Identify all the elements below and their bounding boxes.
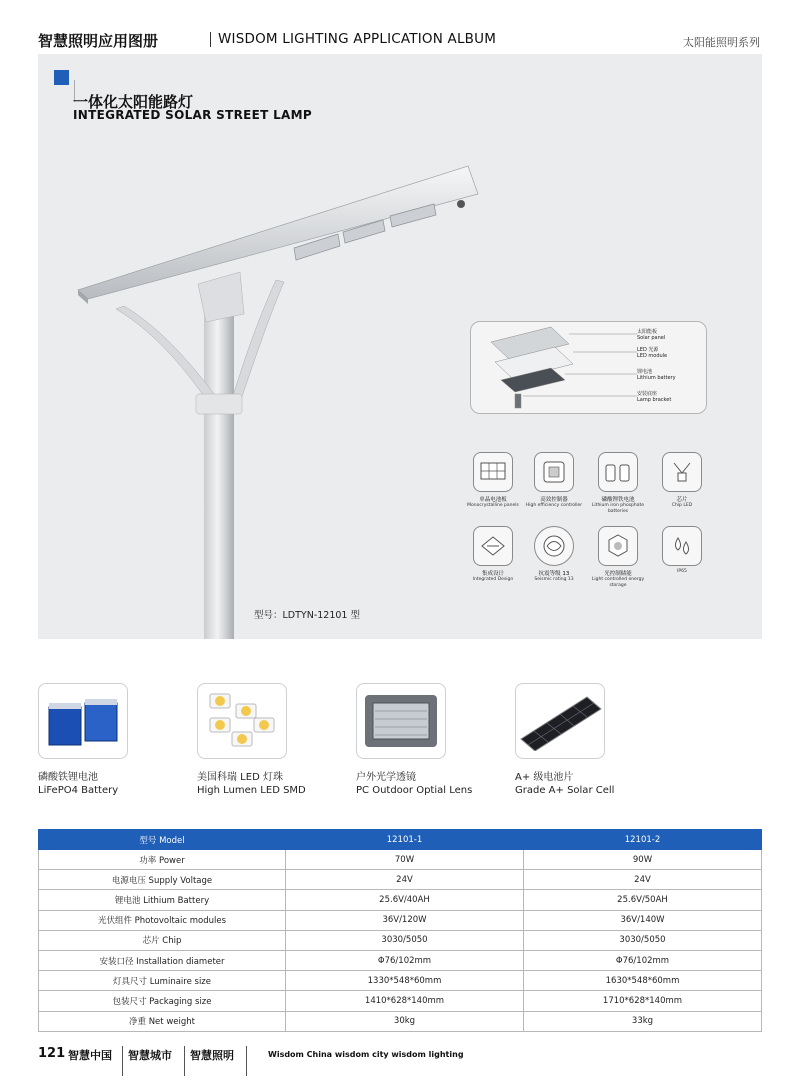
feature-monocrystalline: 单晶电池板 Monocrystalline panels [464, 452, 522, 509]
solar-panel-icon [473, 452, 513, 492]
component-led: 美国科瑞 LED 灯珠 High Lumen LED SMD [197, 683, 327, 796]
header-model: 型号 Model [39, 830, 286, 850]
footer-brand-2: 智慧城市 [128, 1049, 172, 1062]
footer-slogan: Wisdom China wisdom city wisdom lighting [268, 1050, 464, 1059]
exploded-label: 安装底座 Lamp bracket [637, 391, 672, 403]
feature-energy-storage: 光控制储能 Light controlled energy storage [589, 526, 647, 588]
battery-image [38, 683, 128, 759]
footer-divider [246, 1046, 247, 1076]
controller-icon [534, 452, 574, 492]
footer-divider [122, 1046, 123, 1076]
footer-brand-1: 智慧中国 [68, 1049, 112, 1062]
exploded-diagram [470, 321, 707, 414]
exploded-label: LED 光源 LED module [637, 347, 668, 359]
component-battery: 磷酸铁锂电池 LiFePO4 Battery [38, 683, 168, 796]
page-footer [38, 1046, 762, 1066]
header-divider [210, 32, 211, 47]
table-row: 功率 Power 70W 90W [39, 850, 762, 870]
series-label: 太阳能照明系列 [683, 36, 760, 49]
table-row: 电源电压 Supply Voltage 24V 24V [39, 870, 762, 890]
integrated-design-icon [473, 526, 513, 566]
table-row: 安装口径 Installation diameter Φ76/102mm Φ76/102mm [39, 950, 762, 970]
footer-brand-3: 智慧照明 [190, 1049, 234, 1062]
page-header [38, 30, 762, 52]
energy-storage-icon [598, 526, 638, 566]
water-drop-icon [662, 526, 702, 566]
led-smd-image [197, 683, 287, 759]
album-title-cn: 智慧照明应用图册 [38, 32, 159, 50]
album-title-en: WISDOM LIGHTING APPLICATION ALBUM [218, 31, 497, 47]
product-title-cn: 一体化太阳能路灯 [73, 93, 194, 111]
table-row: 包装尺寸 Packaging size 1410*628*140mm 1710*628*140mm [39, 991, 762, 1011]
battery-icon [598, 452, 638, 492]
component-solar-cell: A+ 级电池片 Grade A+ Solar Cell [515, 683, 645, 796]
table-row: 光伏组件 Photovoltaic modules 36V/120W 36V/140W [39, 910, 762, 930]
chip-led-icon [662, 452, 702, 492]
product-title-en: INTEGRATED SOLAR STREET LAMP [73, 108, 312, 122]
feature-seismic: 抗震等级 13 Seismic rating 13 [525, 526, 583, 583]
exploded-label: 太阳能板 Solar panel [637, 329, 666, 341]
feature-battery: 磷酸锂铁电池 Lithium iron phosphate batteries [589, 452, 647, 514]
seismic-icon [534, 526, 574, 566]
optical-lens-image [356, 683, 446, 759]
feature-ip65: IP65 [653, 526, 711, 575]
solar-cell-image [515, 683, 605, 759]
table-header-row [39, 830, 762, 850]
table-row: 锂电池 Lithium Battery 25.6V/40AH 25.6V/50AH [39, 890, 762, 910]
footer-divider [184, 1046, 185, 1076]
table-row: 芯片 Chip 3030/5050 3030/5050 [39, 930, 762, 950]
header-variant-1: 12101-1 [286, 830, 524, 850]
component-lens: 户外光学透镜 PC Outdoor Optial Lens [356, 683, 486, 796]
spec-table [38, 829, 762, 1032]
exploded-label: 锂电池 Lithium battery [637, 369, 676, 381]
feature-chip: 芯片 Chip LED [653, 452, 711, 509]
table-row: 灯具尺寸 Luminaire size 1330*548*60mm 1630*548*60mm [39, 971, 762, 991]
hero-panel [38, 54, 762, 639]
header-variant-2: 12101-2 [524, 830, 762, 850]
table-row: 净重 Net weight 30kg 33kg [39, 1011, 762, 1031]
feature-integrated: 集成设计 Integrated Design [464, 526, 522, 583]
model-label: 型号：LDTYN-12101 型 [254, 610, 360, 621]
feature-controller: 高效控制器 High efficiency controller [525, 452, 583, 509]
page-number: 121 [38, 1046, 66, 1061]
